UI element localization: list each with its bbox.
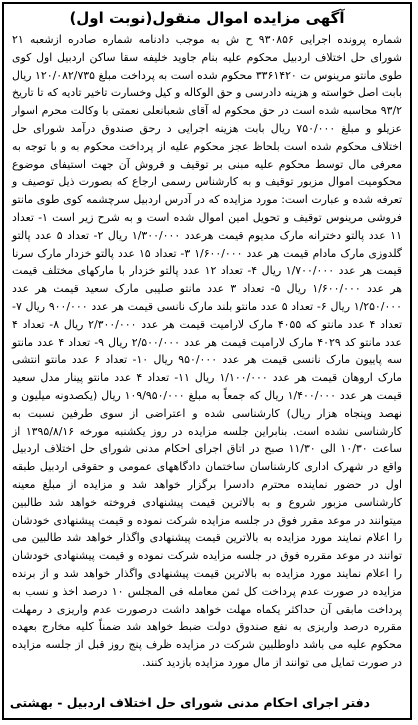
auction-notice	[2, 2, 412, 720]
notice-body-text: شماره پرونده اجرایی ۹۳۰۸۵۶ ح ش به موجب دادنامه شماره صادره ازشعبه ۲۱ شورای حل اختلاف اردبیل محکوم علیه بنام جاوید خلیفه سقا ساکن اردبیل اول کوی طوی مانتو مرینوس ت ۳۳۶۱۴۲۰ محکوم شده است به پرداخت مبلغ ۱۲۰/۰۸۲/۷۳۵ ریال بابت اصل خواسته و هزینه دادرسی و حق الوکاله و کیل وخسارت تاخیر تادیه که تا تاریخ ۹۳/۲ محاسبه شده است در حق محکوم له آقای شعبانعلی نعمتی با وکالت محرم اسوار عزیلو و مبلغ ۷۵۰/۰۰۰ ریال بابت هزینه اجرایی د رحق صندوق درآمد شورای حل اختلاف محکوم شده است بلحاظ عجز محکوم علیه از پرداخت محکوم به و با توجه به معرفی مال توسط محکوم علیه مبنی بر توقیف و فروش آن جهت استیفای موضوع محکومیت اموال مزبور توقیف و به کارشناس رسمی ارجاع که بصورت ذیل توصیف و تعرفه شده و عبارت است: مورد مزایده که در آدرس اردبیل سرچشمه کوی طوی مانتو فروشی مرینوس توقیف و تحویل امین اموال شده است و به شرح زیر است ۱- تعداد ۱۱ عدد پالتو دخترانه مارک مدیوم قیمت هرعدد ۱/۳۰۰/۰۰۰ ریال ۲- تعداد ۵ عدد پالتو گلدوزی مارک مادام قیمت هر عدد ۱/۶۰۰/۰۰۰ ۳- تعداد ۱۵ عدد پالتو خزدار مارک سرنا قیمت هر عدد ۱/۷۰۰/۰۰۰ ریال ۴- تعداد ۱۲ عدد پالتو خزدار با مارکهای مختلف قیمت هر عدد ۱/۶۰۰/۰۰۰ ریال ۵- تعداد ۳ عدد مانتو صلیبی مارک سعید قیمت هر عدد ۱/۲۵۰/۰۰۰ ریال ۶- تعداد ۵ عدد مانتو بلند مارک نانسی قیمت هر عدد ۹۰۰/۰۰۰ ریال ۷- تعداد ۴ عدد مانتو که ۴۰۵۵ مارک لارامیت قیمت هر عدد ۲/۳۰۰/۰۰۰ ریال ۸- تعداد ۴ عدد مانتو کد ۴۰۲۹ مارک لارامیت قیمت هر عدد ۲/۵۰۰/۰۰۰ ریال ۹- تعداد ۴ عدد مانتو سه پاییون مارک نانسی قیمت هر عدد ۹۵۰/۰۰۰ ریال ۱۰- تعداد ۶ عدد مانتو انتشی مارک اروهان قیمت هر عدد ۱/۱۰۰/۰۰۰ ریال ۱۱- تعداد ۴ عدد مانتو پینار مدل سعید قیمت هر عدد ۱/۴۰۰/۰۰۰ ریال که جمعاً به مبلغ ۱۰۹/۹۵۰/۰۰۰ ریال (یکصدونه میلیون و نهصد وپنجاه هزار ریال) کارشناسی شده و اعتراضی از سوی طرفین نسبت به کارشناسی نشده است. بنابراین جلسه مزایده در روز یکشنبه مورخه ۱۳۹۵/۸/۱۶ از ساعت ۱۰/۳۰ الی ۱۱/۳۰ صبح در اتاق اجرای احکام مدنی شورای حل اختلاف اردبیل واقع در شهرک اداری کارشناسان ساختمان دادگاههای عمومی و حقوقی اردبیل طبقه اول در حضور نماینده محترم دادسرا برگزار خواهد شد و مزایده از مبلغ معینه کارشناسی مزبور شروع و به بالاترین قیمت پیشنهادی فروخته خواهد شد طالبین میتوانند در موعد مقرر فوق در جلسه مزایده شرکت نموده و قیمت پیشنهادی خودشان را اعلام نمایند مورد مزایده به بالاترین قیمت پیشنهادی واگذار خواهد شد طالبین می توانند در موعد مقرره فوق در جلسه مزایده شرکت نموده و قیمت پیشنهادی خودشان را اعلام نمایند مورد مزایده به بالاترین قیمت پیشنهادی واگذار خواهد شد و از برنده مزایده در صورت عدم پرداخت کل ثمن معامله فی المجلس ۱۰ درصد اخذ و نسب به پرداخت مابقی آن حداکثر یکماه مهلت خواهد داشت درصورت عدم واریزی د رمهلت مقرره درصد واریزی به نفع صندوق دولت ضبط خواهد شد ضمناً کلیه مخارج بعهده محکوم علیه می باشد داوطلبین شرکت در مزایده ظرف پنج روز قبل از جلسه مزایده در صورت تمایل می توانند از مال مورد مزایده بازدید کنند.	[12, 33, 403, 669]
notice-body	[4, 31, 410, 672]
notice-footer: دفتر اجرای احکام مدنی شورای حل اختلاف اردبیل - بهشتی	[9, 695, 370, 710]
notice-title: آگهی مزایده اموال منقول(نوبت اول)	[69, 9, 345, 27]
